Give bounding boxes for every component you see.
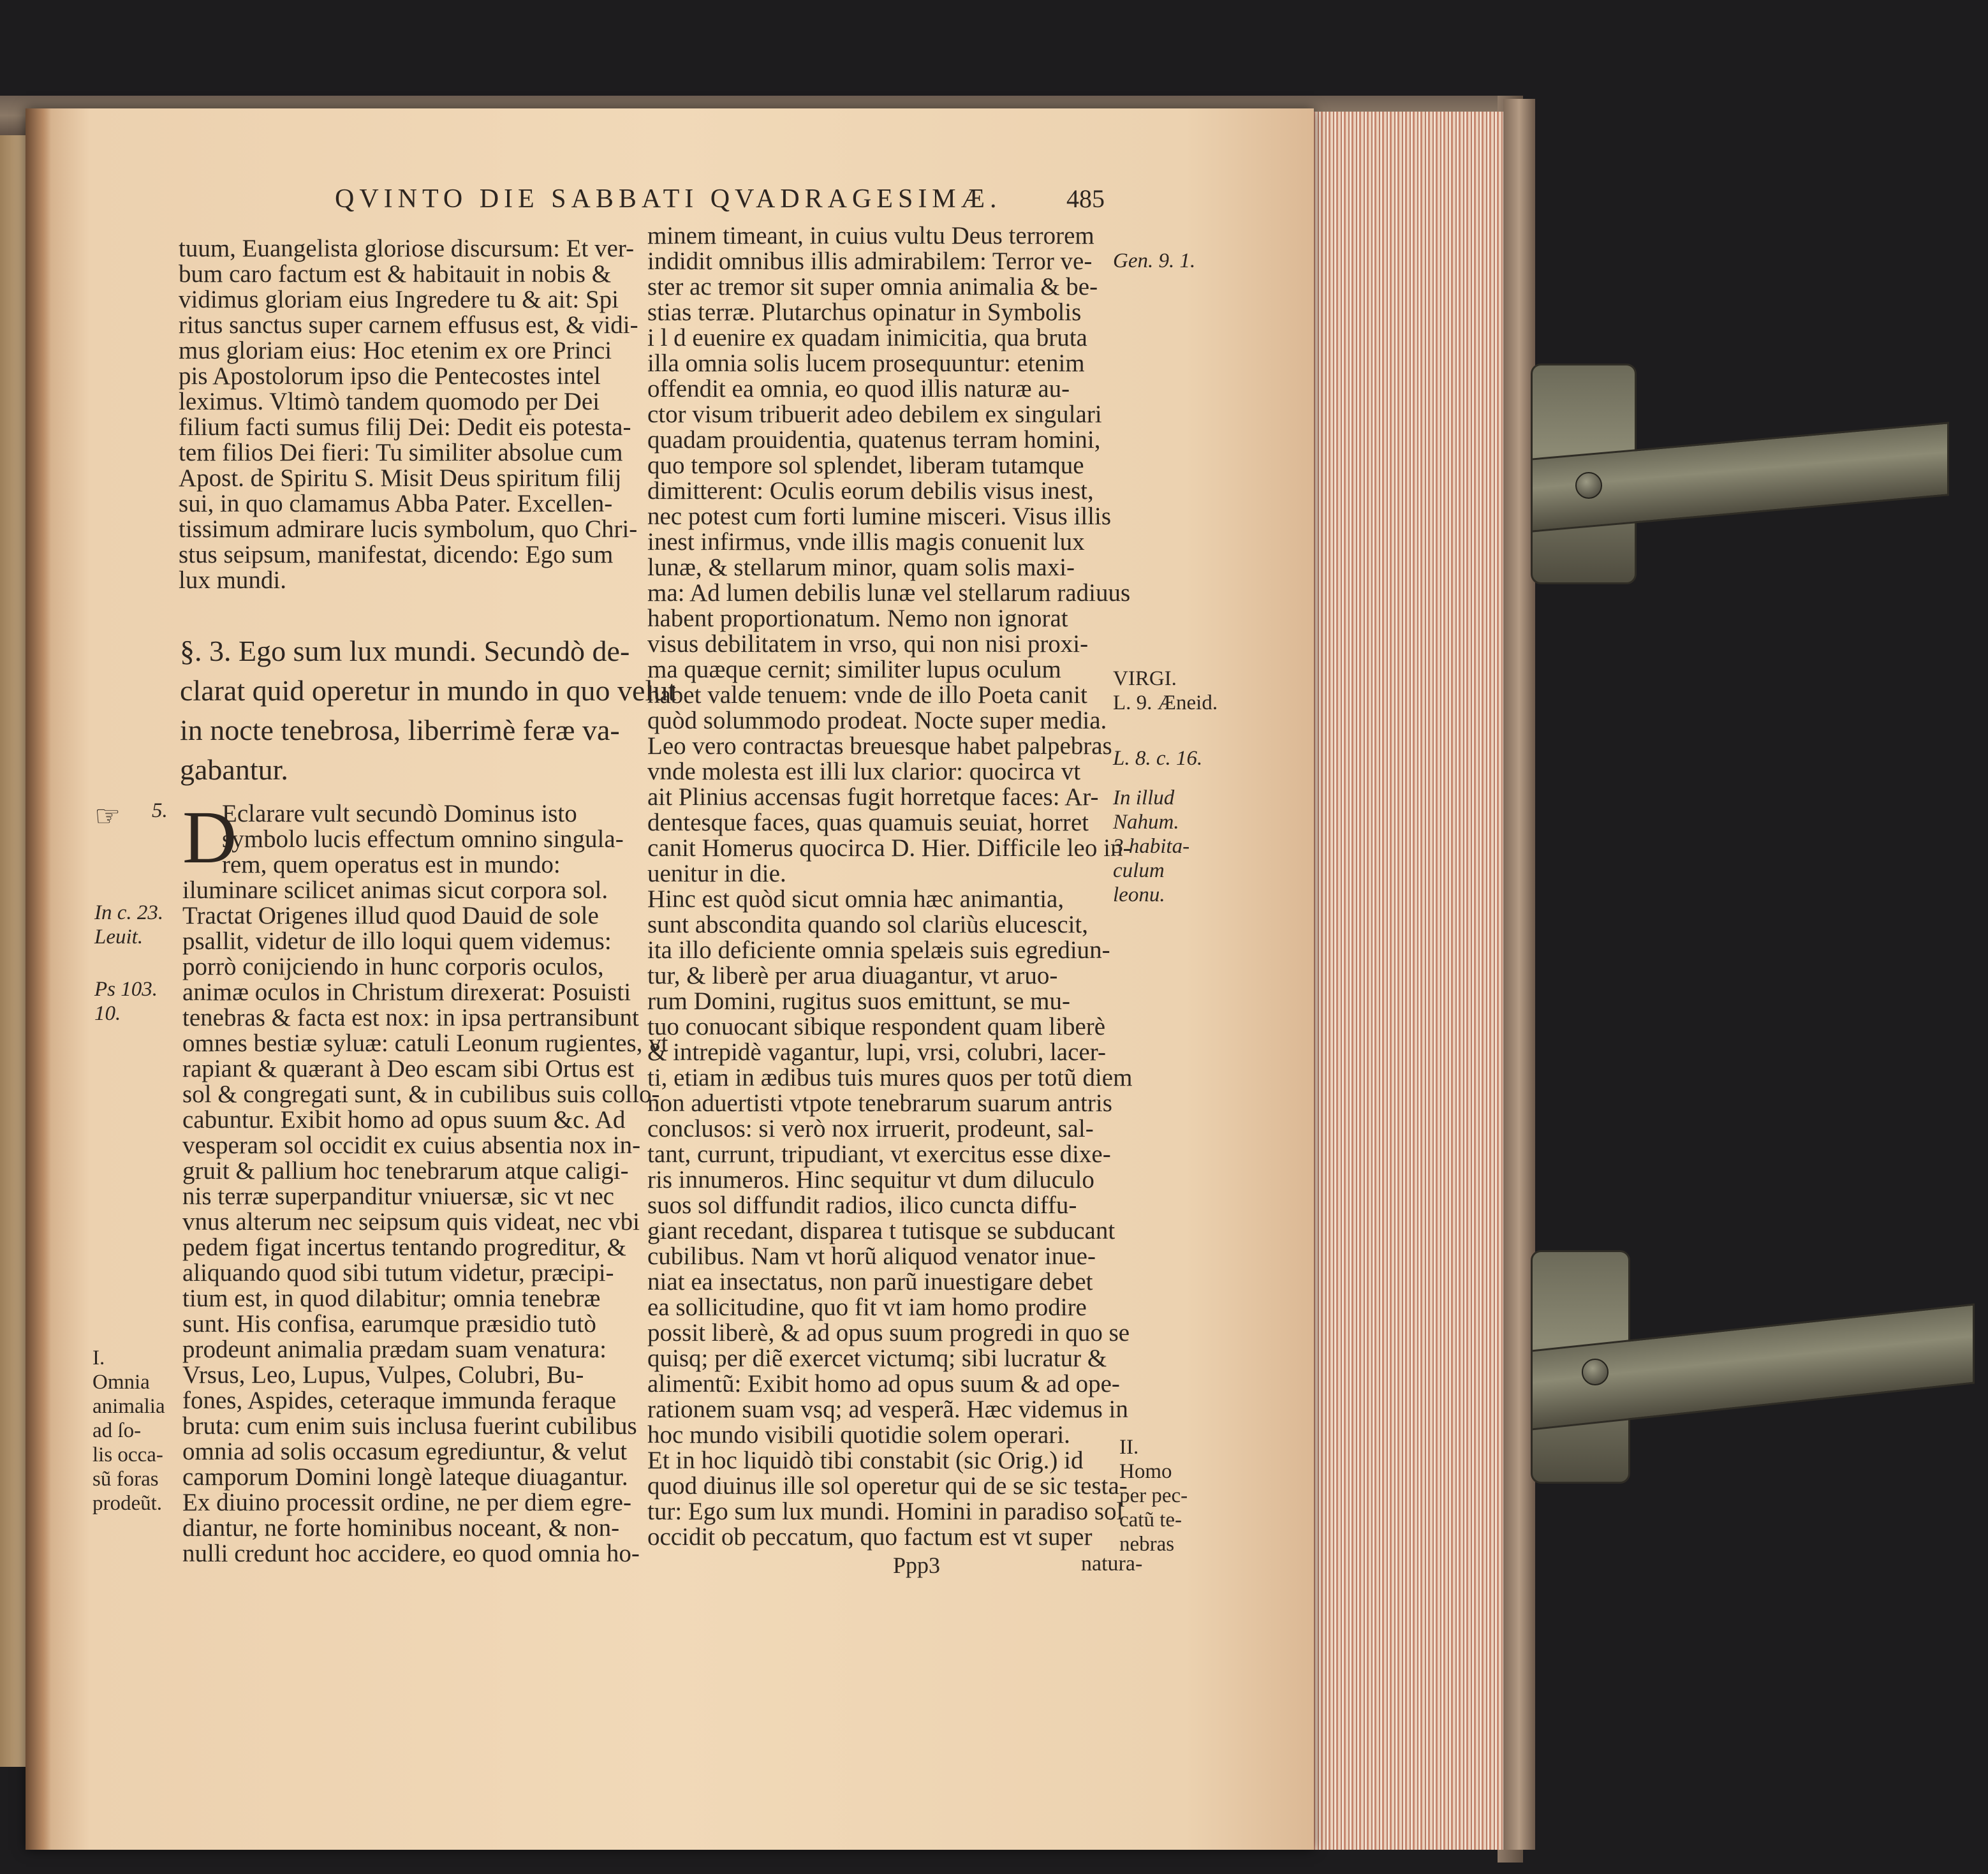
right-column-line: conclusos: si verò nox irruerit, prodeunt, sal-	[647, 1115, 1094, 1142]
left-top-line: filium facti sumus filij Dei: Dedit eis potesta-	[179, 413, 631, 441]
right-column-line: quisq; per diẽ exercet victumq; sibi lucratur &	[647, 1345, 1107, 1372]
right-column-line: ster ac tremor sit super omnia animalia & be-	[647, 273, 1098, 300]
right-column-line: ris innumeros. Hinc sequitur vt dum diluculo	[647, 1166, 1094, 1193]
running-header: QVINTO DIE SABBATI QVADRAGESIMÆ.	[335, 184, 1002, 214]
left-column-body	[182, 795, 668, 1567]
right-column-line: lunæ, & stellarum minor, quam solis maxi-	[647, 554, 1075, 581]
right-column-line: canit Homerus quocirca D. Hier. Difficile leo in-	[647, 834, 1131, 862]
left-body-line: vesperam sol occidit ex cuius absentia nox in-	[182, 1132, 641, 1159]
rivet-icon	[1582, 1359, 1609, 1385]
page-edges	[1298, 112, 1508, 1850]
left-top-line: lux mundi.	[179, 566, 287, 594]
left-top-line: sui, in quo clamamus Abba Pater. Excellen-	[179, 490, 613, 517]
right-column-line: nec potest cum forti lumine misceri. Visus illis	[647, 503, 1112, 530]
left-body-line: tenebras & facta est nox: in ipsa pertransibunt	[182, 1004, 639, 1031]
left-body-line: bruta: cum enim suis inclusa fuerint cubilibus	[182, 1412, 637, 1440]
right-column-line: offendit ea omnia, eo quod illis naturæ au-	[647, 375, 1070, 402]
right-column-line: inest infirmus, vnde illis magis conuenit lux	[647, 528, 1085, 556]
right-column-line: quòd solummodo prodeat. Nocte super media.	[647, 707, 1107, 734]
right-column-line: habet valde tenuem: vnde de illo Poeta canit	[647, 681, 1087, 709]
section-heading-line: §. 3. Ego sum lux mundi. Secundò de-	[180, 635, 630, 667]
right-column-line: & intrepidè vagantur, lupi, vrsi, colubri, lacer-	[647, 1038, 1106, 1066]
margin-note-omnia: I. Omnia animalia ad ſo- lis occa- sũ foras prodeũt.	[92, 1346, 165, 1515]
right-column-line: niat ea insectatus, non parũ inuestigare debet	[647, 1268, 1093, 1295]
section-heading-line: in nocte tenebrosa, liberrimè feræ va-	[180, 714, 620, 746]
right-column-line: rationem suam vsq; ad vesperã. Hæc videmus in	[647, 1396, 1128, 1423]
right-column-line: occidit ob peccatum, quo factum est vt super	[647, 1523, 1093, 1551]
left-body-line: rapiant & quærant à Deo escam sibi Ortus est	[182, 1055, 635, 1082]
margin-note-plinius: L. 8. c. 16.	[1113, 747, 1203, 770]
drop-cap: D	[182, 795, 237, 879]
right-column-line: hoc mundo visibili quotidie solem operari.	[647, 1421, 1070, 1449]
right-column-line: dentesque faces, quas quamuis seuiat, horret	[647, 809, 1089, 836]
right-column-line: habent proportionatum. Nemo non ignorat	[647, 605, 1068, 632]
right-column-line: Et in hoc liquidò tibi constabit (sic Orig.) id	[647, 1447, 1084, 1474]
section-heading-line: gabantur.	[180, 753, 288, 786]
page-number: 485	[1066, 184, 1105, 213]
left-body-line: camporum Domini longè lateque diuagantur.	[182, 1463, 628, 1491]
left-body-line: rem, quem operatus est in mundo:	[222, 851, 561, 878]
left-body-line: nis terræ superpanditur vniuersæ, sic vt nec	[182, 1183, 614, 1210]
left-body-line: Ex diuino processit ordine, ne per diem egre-	[182, 1489, 631, 1516]
right-column-line: dimitterent: Oculis eorum debilis visus inest,	[647, 477, 1094, 505]
right-column-line: indidit omnibus illis admirabilem: Terror ve-	[647, 247, 1093, 275]
section-heading	[180, 631, 676, 790]
left-body-line: prodeunt animalia prædam suam venatura:	[182, 1336, 607, 1363]
left-body-line: tium est, in quod dilabitur; omnia tenebræ	[182, 1285, 601, 1312]
left-top-line: tissimum admirare lucis symbolum, quo Chri-	[179, 515, 638, 543]
left-top-line: Apost. de Spiritu S. Misit Deus spiritum filij	[179, 464, 622, 492]
right-column-line: tuo conuocant sibique respondent quam liberè	[647, 1013, 1106, 1040]
right-column-line: stias terræ. Plutarchus opinatur in Symbolis	[647, 299, 1082, 326]
margin-note-virgil: VIRGI. L. 9. Æneid.	[1113, 667, 1218, 714]
left-body-line: gruit & pallium hoc tenebrarum atque caligi-	[182, 1157, 629, 1184]
left-body-line: sol & congregati sunt, & in cubilibus suis collo-	[182, 1081, 660, 1108]
right-column-line: visus debilitatem in vrso, qui non nisi proxi-	[647, 630, 1089, 658]
right-column-line: sunt abscondita quando sol clariùs elucescit,	[647, 911, 1088, 938]
pointing-hand-icon: ☞	[94, 800, 121, 832]
left-body-line: sunt. His confisa, earumque præsidio tutò	[182, 1310, 596, 1338]
left-body-line: Vrsus, Leo, Lupus, Vulpes, Colubri, Bu-	[182, 1361, 584, 1389]
margin-note-gen: Gen. 9. 1.	[1113, 249, 1196, 272]
right-column-line: Leo vero contractas breuesque habet palpebras	[647, 732, 1112, 760]
left-body-line: fones, Aspides, ceteraque immunda feraque	[182, 1387, 617, 1414]
right-column-line: giant recedant, disparea t tutisque se subducant	[647, 1217, 1115, 1244]
right-column-line: alimentũ: Exibit homo ad opus suum & ad ope-	[647, 1370, 1120, 1398]
right-column-line: ctor visum tribuerit adeo debilem ex singulari	[647, 401, 1102, 428]
left-body-line: pedem figat incertus tentando progreditur, &	[182, 1234, 626, 1261]
catchword: natura-	[1081, 1552, 1143, 1575]
right-column-line: possit liberè, & ad opus suum progredi in quo se	[647, 1319, 1130, 1346]
left-body-line: psallit, videtur de illo loqui quem videmus:	[182, 927, 612, 955]
right-column-line: ma: Ad lumen debilis lunæ vel stellarum radiuus	[647, 579, 1131, 607]
right-column-line: ea sollicitudine, quo fit vt iam homo prodire	[647, 1294, 1087, 1321]
left-body-line: animæ oculos in Christum direxerat: Posuisti	[182, 978, 631, 1006]
left-body-line: diantur, ne forte hominibus noceant, & non-	[182, 1514, 620, 1542]
left-top-line: vidimus gloriam eius Ingredere tu & ait: Spi	[179, 286, 619, 313]
left-body-line: porrò conijciendo in hunc corporis oculos,	[182, 953, 604, 980]
right-column-line: quo tempore sol splendet, liberam tutamque	[647, 452, 1084, 479]
right-column-line: suos sol diffundit radios, ilico cuncta diffu-	[647, 1192, 1077, 1219]
right-column-line: rum Domini, rugitus suos emittunt, se mu-	[647, 987, 1070, 1015]
margin-note-five: 5.	[152, 799, 168, 822]
left-body-line: aliquando quod sibi tutum videtur, præcipi-	[182, 1259, 614, 1287]
right-column-line: tant, currunt, tripudiant, vt exercitus esse dixe-	[647, 1140, 1111, 1168]
right-column-line: tur, & liberè per arua diuagantur, vt aruo-	[647, 962, 1058, 989]
right-column-line: ma quæque cernit; similiter lupus oculum	[647, 656, 1061, 683]
left-top-line: tuum, Euangelista gloriose discursum: Et ver-	[179, 235, 635, 262]
section-heading-line: clarat quid operetur in mundo in quo velut	[180, 674, 676, 707]
rivet-icon	[1575, 472, 1602, 499]
signature-mark: Ppp3	[893, 1553, 941, 1578]
left-body-line: nulli credunt hoc accidere, eo quod omnia ho-	[182, 1540, 640, 1567]
right-column-line: ita illo deficiente omnia spelæis suis egrediun-	[647, 936, 1110, 964]
right-column-line: quod diuinus ille sol operetur qui de se sic testa-	[647, 1472, 1128, 1500]
right-column-line: non aduertisti vtpote tenebrarum suarum antris	[647, 1089, 1112, 1117]
left-top-line: bum caro factum est & habitauit in nobis &	[179, 260, 612, 288]
right-column-line: Hinc est quòd sicut omnia hæc animantia,	[647, 885, 1064, 913]
right-column-line: cubilibus. Nam vt horũ aliquod venator inue-	[647, 1243, 1096, 1270]
left-top-line: ritus sanctus super carnem effusus est, & vidi-	[179, 311, 638, 339]
right-column	[647, 223, 1132, 1550]
margin-note-leuit: In c. 23. Leuit.	[94, 901, 164, 948]
left-body-line: symbolo lucis effectum omnino singula-	[222, 825, 624, 853]
left-top-line: leximus. Vltimò tandem quomodo per Dei	[179, 388, 600, 415]
gutter-shadow	[26, 108, 51, 1850]
left-body-line: omnia ad solis occasum egrediuntur, & velut	[182, 1438, 628, 1465]
margin-note-psalm: Ps 103. 10.	[94, 978, 158, 1025]
left-column-top	[179, 236, 638, 593]
right-column-line: minem timeant, in cuius vultu Deus terrorem	[647, 222, 1094, 249]
margin-note-homo: II. Homo per pec- catũ te- nebras	[1119, 1436, 1188, 1556]
left-body-line: iluminare scilicet animas sicut corpora sol.	[182, 876, 608, 904]
left-top-line: stus seipsum, manifestat, dicendo: Ego sum	[179, 541, 614, 568]
left-body-line: cabuntur. Exibit homo ad opus suum &c. Ad	[182, 1106, 626, 1133]
right-column-line: tur: Ego sum lux mundi. Homini in paradiso sol	[647, 1498, 1124, 1525]
left-top-line: mus gloriam eius: Hoc etenim ex ore Princi	[179, 337, 612, 364]
right-column-line: vnde molesta est illi lux clarior: quocirca vt	[647, 758, 1081, 785]
left-body-line: Eclarare vult secundò Dominus isto	[222, 800, 577, 827]
right-column-line: quadam prouidentia, quatenus terram homini,	[647, 426, 1101, 454]
right-column-line: i l d euenire ex quadam inimicitia, qua bruta	[647, 324, 1087, 351]
left-body-line: omnes bestiæ syluæ: catuli Leonum rugientes, vt	[182, 1029, 668, 1057]
right-column-line: uenitur in die.	[647, 860, 786, 887]
margin-note-nahum: In illud Nahum. 3 habita- culum leonu.	[1113, 786, 1190, 906]
right-column-line: ait Plinius accensas fugit horretque faces: Ar-	[647, 783, 1099, 811]
left-top-line: tem filios Dei fieri: Tu similiter absolue cum	[179, 439, 623, 466]
right-column-line: illa omnia solis lucem prosequuntur: etenim	[647, 350, 1085, 377]
left-top-line: pis Apostolorum ipso die Pentecostes intel	[179, 362, 601, 390]
right-column-line: ti, etiam in ædibus tuis mures quos per totũ diem	[647, 1064, 1133, 1091]
left-body-line: Tractat Origenes illud quod Dauid de sole	[182, 902, 599, 929]
left-body-line: vnus alterum nec seipsum quis videat, nec vbi	[182, 1208, 640, 1236]
